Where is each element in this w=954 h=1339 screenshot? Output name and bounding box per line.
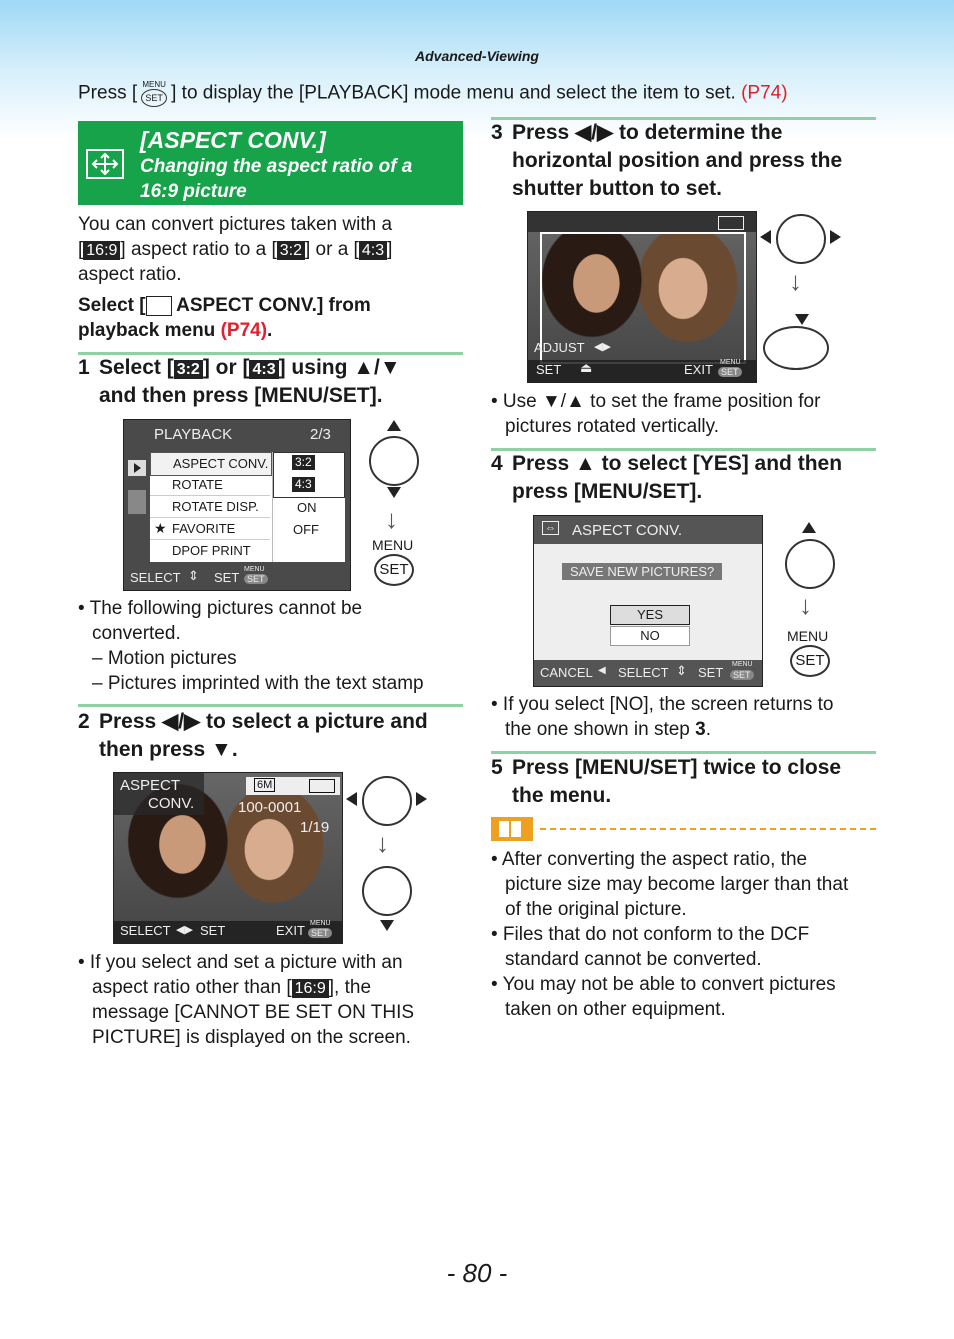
no-option-note: • If you select [NO], the screen returns to the one shown in step 3. <box>491 694 834 740</box>
feature-subtitle: Changing the aspect ratio of a 16:9 picture <box>140 156 413 202</box>
flow-arrow-icon: ↓ <box>385 504 398 534</box>
option-3-2[interactable]: 3:2 <box>292 455 315 470</box>
menu-set-button-icon: MENU SET <box>141 80 167 107</box>
aspect-conv-icon <box>86 149 124 179</box>
battery-icon <box>718 216 744 230</box>
lcd-adjust-position: ADJUST ◀▶ SET ⏏ EXIT MENU SET <box>527 211 757 383</box>
note-icon <box>491 817 533 841</box>
feature-title-box <box>78 121 463 205</box>
down-arrow-icon <box>387 487 401 498</box>
right-arrow-icon <box>416 792 427 806</box>
description: You can convert pictures taken with a [ 16:9 ] aspect ratio to a [ 3:2 ] or a [ 4:3 ] aspect ratio. <box>78 214 393 285</box>
cursor-buttons-icon <box>785 539 835 589</box>
left-arrow-icon <box>346 792 357 806</box>
right-arrow-icon <box>830 230 841 244</box>
aspect-conv-icon <box>146 296 172 316</box>
menu-set-button: SET <box>374 554 414 586</box>
no-option[interactable]: NO <box>610 626 690 646</box>
restriction-notes: • The following pictures cannot be converted. – Motion pictures – Pictures imprinted with the text stamp <box>78 598 424 694</box>
cursor-buttons-icon <box>369 436 419 486</box>
flow-arrow-icon: ↓ <box>789 266 802 296</box>
down-arrow-icon <box>795 314 809 325</box>
yes-option[interactable]: YES <box>610 605 690 625</box>
leftright-icon: ◀▶ <box>594 341 611 353</box>
shutter-button-icon <box>763 326 829 370</box>
menu-item-rotate[interactable]: ROTATE <box>150 474 270 496</box>
menu-label: MENU <box>787 628 829 644</box>
down-arrow-icon <box>380 920 394 931</box>
setup-tab-icon <box>128 490 146 514</box>
select-note: Select [ ASPECT CONV.] from playback menu (P74). <box>78 295 371 341</box>
cursor-buttons-icon <box>776 214 826 264</box>
left-icon: ◀ <box>598 665 606 676</box>
left-arrow-icon <box>760 230 771 244</box>
flow-arrow-icon: ↓ <box>376 828 389 858</box>
page-reference-link[interactable]: (P74) <box>741 82 788 104</box>
step-4: 4 Press ▲ to select [YES] and then press [MENU/SET]. <box>491 452 843 503</box>
leftright-icon: ◀▶ <box>176 924 193 936</box>
menu-item-favorite[interactable]: ★ FAVORITE <box>150 518 270 540</box>
intro-text: Press [ MENU SET ] to display the [PLAYBACK] mode menu and select the item to set. (P74) <box>78 80 788 107</box>
menu-item-dpof-print[interactable]: DPOF PRINT <box>172 543 251 558</box>
menu-item-rotate-disp[interactable]: ROTATE DISP. <box>150 496 270 518</box>
lcd-save-confirm: ⇔ ASPECT CONV. SAVE NEW PICTURES? YES NO CANCEL ◀ SELECT ⇕ SET MENU SET <box>533 515 763 687</box>
menu-set-button: SET <box>790 645 830 677</box>
step-5: 5 Press [MENU/SET] twice to close the menu. <box>491 756 842 807</box>
lcd-playback-menu: PLAYBACK 2/3 ASPECT CONV. ROTATE ROTATE DISP. ★ FAVORITE DPOF PRINT 3:2 4:3 ON OFF SELECT ⇕ SET MENU SET <box>123 419 351 591</box>
note-divider <box>540 828 876 830</box>
feature-title: [ASPECT CONV.] <box>140 127 326 153</box>
flow-arrow-icon: ↓ <box>799 590 812 620</box>
updown-icon: ⇕ <box>676 663 687 678</box>
step-2: 2 Press ◀/▶ to select a picture and then press ▼. <box>78 710 428 761</box>
cursor-buttons-icon <box>362 776 412 826</box>
lcd-picture-select: ASPECT CONV. 6M 100-0001 1/19 SELECT ◀▶ SET EXIT MENU SET <box>113 772 343 944</box>
play-tab-icon <box>128 460 146 476</box>
step-3: 3 Press ◀/▶ to determine the horizontal position and press the shutter button to set. <box>491 121 843 200</box>
menu-label: MENU <box>372 537 414 553</box>
aspect-options-popup <box>273 452 345 498</box>
section-header: Advanced-Viewing <box>415 48 539 64</box>
divider <box>78 704 463 707</box>
notes: • After converting the aspect ratio, the picture size may become larger than that of the original picture. • Files that do not conform to the DCF standard cannot be converted. • You may not be able to convert pictures taken on other equipment. <box>491 849 849 1020</box>
aspect-conv-icon: ⇔ <box>542 521 559 535</box>
up-arrow-icon <box>387 420 401 431</box>
cursor-buttons-icon <box>362 866 412 916</box>
page-reference-link[interactable]: (P74) <box>220 320 268 341</box>
up-arrow-icon <box>802 522 816 533</box>
step-1: 1 Select [ 3:2 ] or [ 4:3 ] using ▲/▼ and then press [MENU/SET]. <box>78 356 401 407</box>
battery-icon <box>309 779 335 793</box>
shutter-icon: ⏏ <box>580 360 593 375</box>
star-icon: ★ <box>154 520 167 536</box>
menu-item-aspect-conv[interactable]: ASPECT CONV. <box>150 452 272 476</box>
updown-icon: ⇕ <box>188 568 199 583</box>
conversion-note: • If you select and set a picture with an aspect ratio other than [ 16:9 ], the message [CANNOT BE SET ON THIS PICTURE] is displayed on the screen. <box>78 952 415 1048</box>
vertical-note: • Use ▼/▲ to set the frame position for pictures rotated vertically. <box>491 391 821 437</box>
page-number: - 80 - <box>446 1258 508 1288</box>
option-4-3[interactable]: 4:3 <box>292 477 315 492</box>
